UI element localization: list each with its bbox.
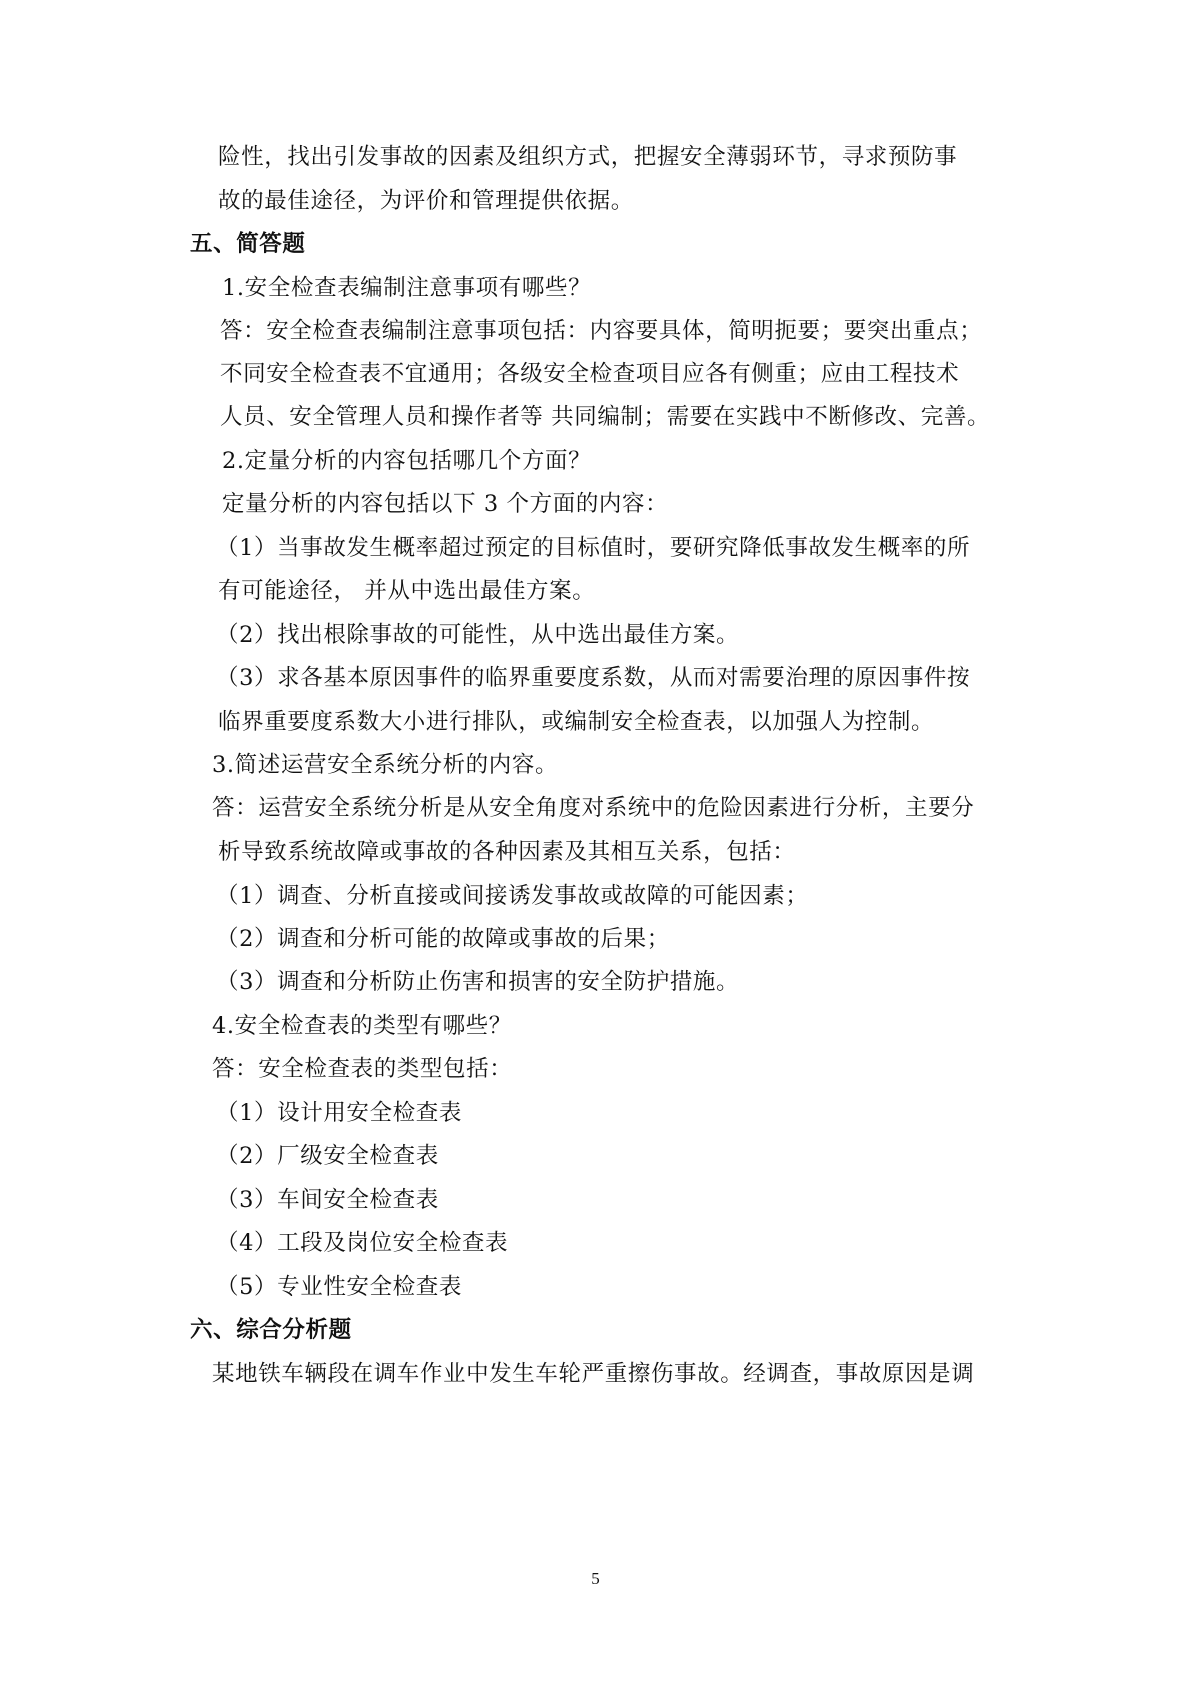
paragraph-line: 险性，找出引发事故的因素及组织方式，把握安全薄弱环节，寻求预防事 bbox=[218, 144, 958, 170]
answer-item: （3）车间安全检查表 bbox=[216, 1187, 439, 1213]
answer-item: （1）当事故发生概率超过预定的目标值时，要研究降低事故发生概率的所 bbox=[216, 535, 971, 561]
answer-line: 析导致系统故障或事故的各种因素及其相互关系，包括： bbox=[218, 839, 796, 865]
question-3: 3.简述运营安全系统分析的内容。 bbox=[212, 752, 559, 778]
answer-item: （2）调查和分析可能的故障或事故的后果； bbox=[216, 926, 670, 952]
question-2: 2.定量分析的内容包括哪几个方面？ bbox=[222, 448, 592, 474]
answer-item: （1）调查、分析直接或间接诱发事故或故障的可能因素； bbox=[216, 883, 809, 909]
section-heading-short-answer: 五、简答题 bbox=[190, 231, 306, 257]
page-number: 5 bbox=[591, 1569, 600, 1588]
question-1: 1.安全检查表编制注意事项有哪些？ bbox=[222, 275, 592, 301]
answer-line: 答：安全检查表的类型包括： bbox=[212, 1056, 513, 1082]
answer-item: （1）设计用安全检查表 bbox=[216, 1100, 462, 1126]
answer-item: （4）工段及岗位安全检查表 bbox=[216, 1230, 509, 1256]
answer-item: （3）调查和分析防止伤害和损害的安全防护措施。 bbox=[216, 969, 740, 995]
answer-item: （3）求各基本原因事件的临界重要度系数，从而对需要治理的原因事件按 bbox=[216, 665, 971, 691]
answer-item: （2）厂级安全检查表 bbox=[216, 1143, 439, 1169]
paragraph-line: 某地铁车辆段在调车作业中发生车轮严重擦伤事故。经调查，事故原因是调 bbox=[212, 1361, 975, 1387]
answer-line: 定量分析的内容包括以下 3 个方面的内容： bbox=[222, 491, 669, 517]
answer-line: 答：安全检查表编制注意事项包括：内容要具体，简明扼要；要突出重点； bbox=[220, 318, 983, 344]
answer-item: （2）找出根除事故的可能性，从中选出最佳方案。 bbox=[216, 622, 740, 648]
paragraph-line: 故的最佳途径，为评价和管理提供依据。 bbox=[218, 188, 634, 214]
section-heading-analysis: 六、综合分析题 bbox=[190, 1317, 352, 1343]
answer-item: （5）专业性安全检查表 bbox=[216, 1274, 462, 1300]
answer-line: 有可能途径， 并从中选出最佳方案。 bbox=[218, 578, 596, 604]
question-4: 4.安全检查表的类型有哪些？ bbox=[212, 1013, 512, 1039]
answer-line: 临界重要度系数大小进行排队，或编制安全检查表，以加强人为控制。 bbox=[218, 709, 935, 735]
answer-line: 人员、安全管理人员和操作者等 共同编制；需要在实践中不断修改、完善。 bbox=[220, 404, 991, 430]
answer-line: 不同安全检查表不宜通用；各级安全检查项目应各有侧重；应由工程技术 bbox=[220, 361, 960, 387]
answer-line: 答：运营安全系统分析是从安全角度对系统中的危险因素进行分析，主要分 bbox=[212, 795, 975, 821]
